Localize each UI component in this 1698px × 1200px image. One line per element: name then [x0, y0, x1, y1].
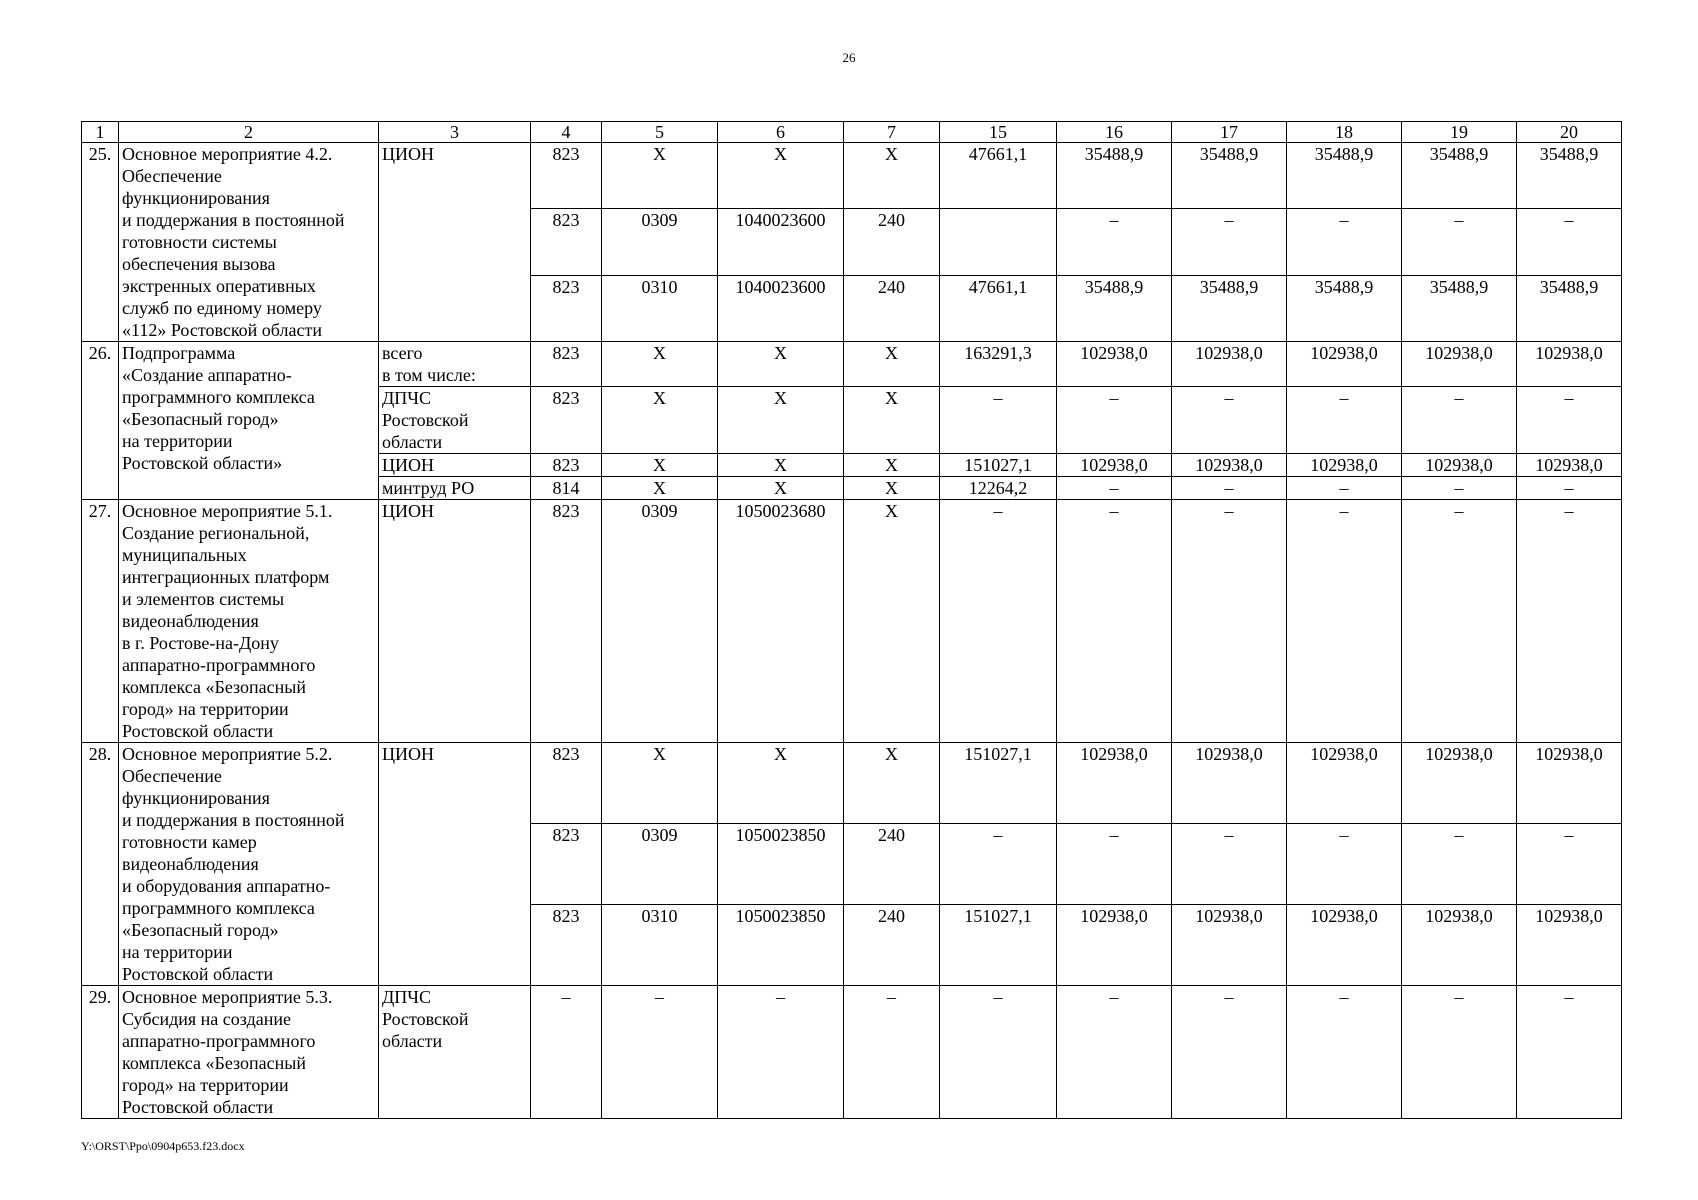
value-cell: 240: [844, 209, 940, 275]
text-line: ЦИОН: [382, 455, 434, 475]
value-cell: 35488,9: [1287, 143, 1402, 209]
executor-cell: [379, 500, 531, 743]
text-line: и оборудования аппаратно-: [122, 876, 331, 896]
header-cell: 16: [1057, 122, 1172, 143]
value-cell: 823: [531, 143, 602, 209]
text-line: программного комплекса: [122, 898, 315, 918]
activity-title: [119, 743, 379, 986]
value-cell: Х: [844, 342, 940, 387]
header-cell: 7: [844, 122, 940, 143]
text-line: ЦИОН: [382, 144, 434, 164]
value-cell: 823: [531, 824, 602, 905]
table-row: [82, 743, 1622, 824]
text-line: ДПЧС: [382, 388, 431, 408]
text-line: «Создание аппаратно-: [122, 365, 292, 385]
text-line: в том числе:: [382, 365, 476, 385]
row-number: 29.: [82, 986, 119, 1119]
text-line: Ростовской: [382, 410, 469, 430]
value-cell: Х: [718, 477, 844, 500]
text-line: в г. Ростове-на-Дону: [122, 633, 279, 653]
text-line: Основное мероприятие 5.3.: [122, 987, 333, 1007]
value-cell: 1050023680: [718, 500, 844, 743]
text-line: на территории: [122, 431, 233, 451]
value-cell: 35488,9: [1172, 143, 1287, 209]
value-cell: 0309: [602, 209, 718, 275]
executor-cell: [379, 986, 531, 1119]
value-cell: 102938,0: [1517, 342, 1622, 387]
text-line: «Безопасный город»: [122, 409, 279, 429]
value-cell: –: [531, 986, 602, 1119]
executor-cell: [379, 454, 531, 477]
value-cell: Х: [602, 387, 718, 454]
table-row: [82, 500, 1622, 743]
text-line: комплекса «Безопасный: [122, 1053, 306, 1073]
value-cell: –: [1287, 477, 1402, 500]
value-cell: 102938,0: [1287, 743, 1402, 824]
value-cell: –: [1287, 824, 1402, 905]
value-cell: 823: [531, 500, 602, 743]
table-row: [82, 986, 1622, 1119]
row-number: 26.: [82, 342, 119, 500]
value-cell: Х: [602, 454, 718, 477]
table-row: [82, 342, 1622, 387]
value-cell: 102938,0: [1287, 342, 1402, 387]
value-cell: Х: [602, 743, 718, 824]
value-cell: 102938,0: [1517, 743, 1622, 824]
text-line: Создание региональной,: [122, 523, 310, 543]
value-cell: 823: [531, 342, 602, 387]
text-line: город» на территории: [122, 1075, 289, 1095]
text-line: минтруд РО: [382, 478, 475, 498]
text-line: комплекса «Безопасный: [122, 677, 306, 697]
value-cell: –: [602, 986, 718, 1119]
header-row: [82, 122, 1622, 143]
value-cell: –: [1057, 477, 1172, 500]
executor-cell: [379, 342, 531, 387]
value-cell: 823: [531, 905, 602, 986]
value-cell: –: [940, 500, 1057, 743]
executor-cell: [379, 743, 531, 986]
value-cell: 823: [531, 275, 602, 341]
text-line: видеонаблюдения: [122, 854, 259, 874]
text-line: Ростовской области: [122, 1097, 274, 1117]
value-cell: 102938,0: [1057, 342, 1172, 387]
value-cell: Х: [718, 387, 844, 454]
row-number: 27.: [82, 500, 119, 743]
value-cell: 35488,9: [1057, 143, 1172, 209]
executor-cell: [379, 387, 531, 454]
value-cell: –: [1172, 209, 1287, 275]
value-cell: –: [1517, 824, 1622, 905]
value-cell: 102938,0: [1172, 342, 1287, 387]
value-cell: 102938,0: [1287, 905, 1402, 986]
value-cell: –: [1057, 387, 1172, 454]
value-cell: 102938,0: [1172, 454, 1287, 477]
header-cell: 20: [1517, 122, 1622, 143]
value-cell: –: [1402, 986, 1517, 1119]
value-cell: 1040023600: [718, 275, 844, 341]
text-line: всего: [382, 343, 423, 363]
value-cell: Х: [718, 342, 844, 387]
value-cell: 163291,3: [940, 342, 1057, 387]
text-line: «112» Ростовской области: [122, 320, 322, 340]
value-cell: 12264,2: [940, 477, 1057, 500]
header-cell: 19: [1402, 122, 1517, 143]
text-line: ЦИОН: [382, 744, 434, 764]
value-cell: –: [1402, 824, 1517, 905]
text-line: город» на территории: [122, 699, 289, 719]
value-cell: Х: [602, 342, 718, 387]
value-cell: –: [1402, 477, 1517, 500]
value-cell: 102938,0: [1057, 905, 1172, 986]
value-cell: –: [1057, 209, 1172, 275]
text-line: на территории: [122, 942, 233, 962]
text-line: готовности системы: [122, 232, 277, 252]
value-cell: –: [1172, 387, 1287, 454]
text-line: муниципальных: [122, 545, 247, 565]
value-cell: –: [1402, 500, 1517, 743]
value-cell: –: [1172, 824, 1287, 905]
value-cell: –: [1517, 500, 1622, 743]
text-line: служб по единому номеру: [122, 298, 322, 318]
value-cell: 35488,9: [1057, 275, 1172, 341]
text-line: Подпрограмма: [122, 343, 236, 363]
text-line: видеонаблюдения: [122, 611, 259, 631]
value-cell: 823: [531, 209, 602, 275]
value-cell: 102938,0: [1517, 454, 1622, 477]
value-cell: 102938,0: [1402, 342, 1517, 387]
text-line: Ростовской области: [122, 964, 274, 984]
text-line: программного комплекса: [122, 387, 315, 407]
text-line: Основное мероприятие 4.2.: [122, 144, 333, 164]
value-cell: –: [1287, 500, 1402, 743]
text-line: ДПЧС: [382, 987, 431, 1007]
text-line: обеспечения вызова: [122, 254, 276, 274]
value-cell: 35488,9: [1402, 275, 1517, 341]
row-number: 28.: [82, 743, 119, 986]
value-cell: [940, 209, 1057, 275]
text-line: функционирования: [122, 188, 270, 208]
value-cell: Х: [844, 477, 940, 500]
value-cell: –: [1172, 500, 1287, 743]
value-cell: 240: [844, 275, 940, 341]
value-cell: –: [1402, 387, 1517, 454]
row-number: 25.: [82, 143, 119, 342]
value-cell: –: [718, 986, 844, 1119]
text-line: Обеспечение: [122, 166, 222, 186]
value-cell: 102938,0: [1402, 905, 1517, 986]
text-line: и поддержания в постоянной: [122, 210, 345, 230]
value-cell: –: [1517, 477, 1622, 500]
header-cell: 6: [718, 122, 844, 143]
value-cell: –: [1517, 986, 1622, 1119]
value-cell: Х: [718, 143, 844, 209]
value-cell: –: [1172, 477, 1287, 500]
value-cell: 47661,1: [940, 275, 1057, 341]
text-line: интеграционных платформ: [122, 567, 330, 587]
value-cell: 102938,0: [1057, 743, 1172, 824]
text-line: экстренных оперативных: [122, 276, 316, 296]
value-cell: 814: [531, 477, 602, 500]
value-cell: 1050023850: [718, 824, 844, 905]
value-cell: –: [1517, 387, 1622, 454]
text-line: ЦИОН: [382, 501, 434, 521]
value-cell: –: [1287, 387, 1402, 454]
value-cell: –: [1057, 500, 1172, 743]
activity-title: [119, 986, 379, 1119]
value-cell: –: [1172, 986, 1287, 1119]
header-cell: 4: [531, 122, 602, 143]
value-cell: Х: [844, 500, 940, 743]
text-line: Субсидия на создание: [122, 1009, 291, 1029]
value-cell: 240: [844, 905, 940, 986]
table-row: [82, 143, 1622, 209]
value-cell: 47661,1: [940, 143, 1057, 209]
text-line: Обеспечение: [122, 766, 222, 786]
value-cell: Х: [602, 143, 718, 209]
value-cell: –: [940, 387, 1057, 454]
value-cell: –: [1287, 209, 1402, 275]
value-cell: 102938,0: [1287, 454, 1402, 477]
value-cell: Х: [844, 743, 940, 824]
value-cell: 102938,0: [1172, 743, 1287, 824]
text-line: Основное мероприятие 5.2.: [122, 744, 333, 764]
text-line: аппаратно-программного: [122, 655, 316, 675]
value-cell: –: [940, 824, 1057, 905]
activity-title: [119, 143, 379, 342]
file-path: Y:\ORST\Ppo\0904p653.f23.docx: [81, 1139, 245, 1153]
value-cell: 823: [531, 387, 602, 454]
value-cell: –: [1057, 986, 1172, 1119]
value-cell: 1050023850: [718, 905, 844, 986]
header-cell: 18: [1287, 122, 1402, 143]
value-cell: 102938,0: [1402, 743, 1517, 824]
value-cell: –: [1402, 209, 1517, 275]
value-cell: Х: [718, 743, 844, 824]
value-cell: 1040023600: [718, 209, 844, 275]
text-line: области: [382, 432, 443, 452]
text-line: Ростовской области»: [122, 453, 283, 473]
header-cell: 2: [119, 122, 379, 143]
budget-table: [81, 121, 1622, 1119]
value-cell: 35488,9: [1172, 275, 1287, 341]
value-cell: –: [1287, 986, 1402, 1119]
value-cell: 102938,0: [1172, 905, 1287, 986]
value-cell: 35488,9: [1402, 143, 1517, 209]
value-cell: 102938,0: [1517, 905, 1622, 986]
value-cell: 151027,1: [940, 454, 1057, 477]
text-line: и поддержания в постоянной: [122, 810, 345, 830]
activity-title: [119, 500, 379, 743]
value-cell: 0309: [602, 824, 718, 905]
text-line: Основное мероприятие 5.1.: [122, 501, 333, 521]
text-line: Ростовской области: [122, 721, 274, 741]
value-cell: 0310: [602, 905, 718, 986]
value-cell: 35488,9: [1287, 275, 1402, 341]
header-cell: 15: [940, 122, 1057, 143]
value-cell: 240: [844, 824, 940, 905]
page-number: 26: [842, 50, 856, 65]
header-cell: 3: [379, 122, 531, 143]
value-cell: –: [1517, 209, 1622, 275]
value-cell: –: [1057, 824, 1172, 905]
value-cell: 151027,1: [940, 743, 1057, 824]
executor-cell: [379, 143, 531, 342]
value-cell: –: [940, 986, 1057, 1119]
header-cell: 5: [602, 122, 718, 143]
value-cell: 102938,0: [1057, 454, 1172, 477]
text-line: аппаратно-программного: [122, 1031, 316, 1051]
text-line: «Безопасный город»: [122, 920, 279, 940]
value-cell: 823: [531, 743, 602, 824]
value-cell: Х: [718, 454, 844, 477]
text-line: области: [382, 1031, 443, 1051]
text-line: готовности камер: [122, 832, 257, 852]
value-cell: 35488,9: [1517, 275, 1622, 341]
text-line: и элементов системы: [122, 589, 285, 609]
header-cell: 17: [1172, 122, 1287, 143]
value-cell: 0309: [602, 500, 718, 743]
executor-cell: [379, 477, 531, 500]
text-line: функционирования: [122, 788, 270, 808]
value-cell: –: [844, 986, 940, 1119]
value-cell: Х: [602, 477, 718, 500]
value-cell: 35488,9: [1517, 143, 1622, 209]
value-cell: 823: [531, 454, 602, 477]
activity-title: [119, 342, 379, 500]
value-cell: Х: [844, 143, 940, 209]
header-cell: 1: [82, 122, 119, 143]
value-cell: Х: [844, 387, 940, 454]
value-cell: 0310: [602, 275, 718, 341]
value-cell: Х: [844, 454, 940, 477]
text-line: Ростовской: [382, 1009, 469, 1029]
value-cell: 151027,1: [940, 905, 1057, 986]
value-cell: 102938,0: [1402, 454, 1517, 477]
